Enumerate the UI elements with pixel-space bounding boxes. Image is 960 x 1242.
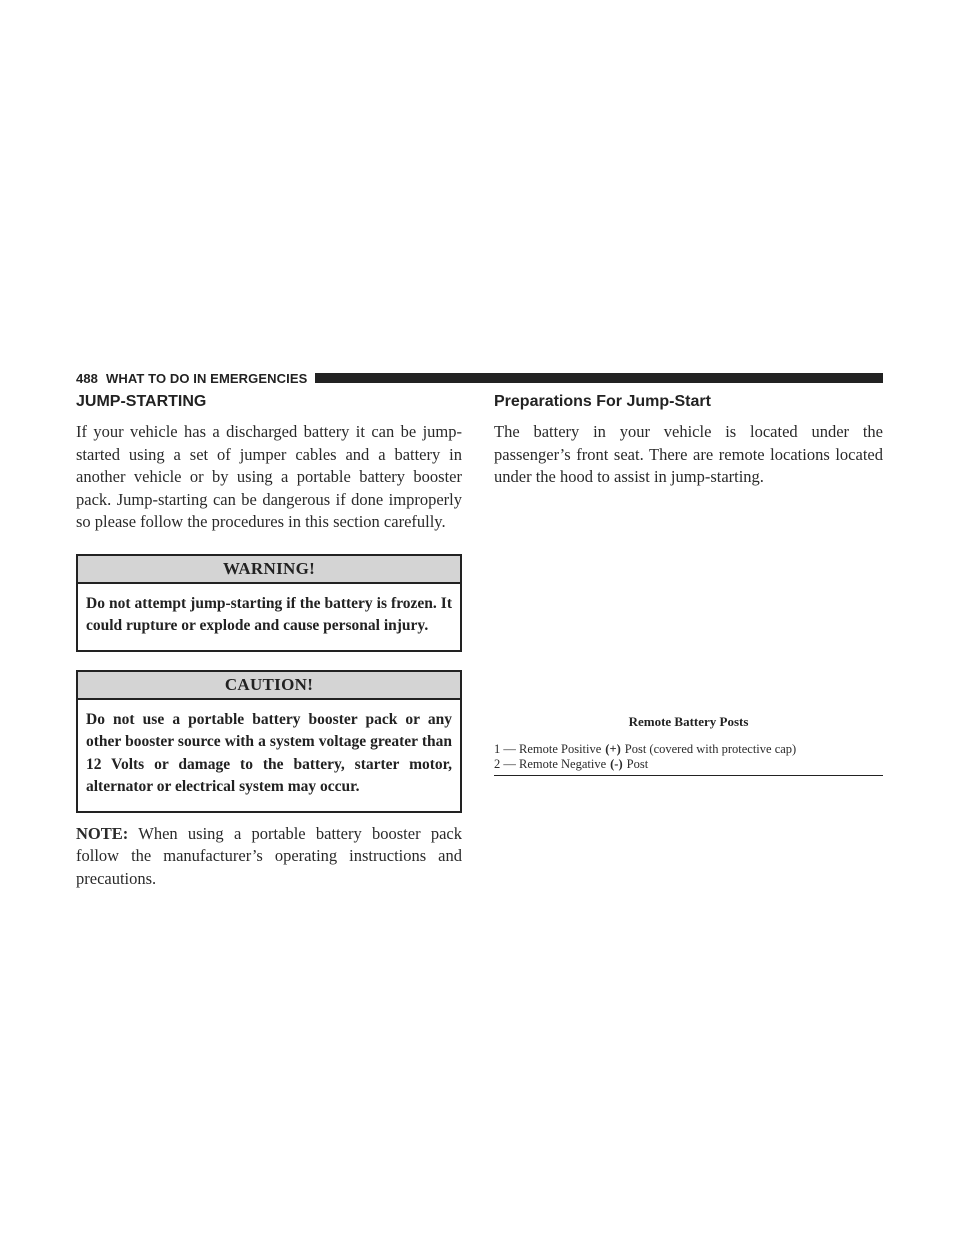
page-header — [76, 370, 883, 386]
jump-starting-intro: If your vehicle has a discharged battery it can be jump-started using a set of jumper cables and a battery in another vehicle or by using a portable battery booster pack. Jump-starting can be dangerous if done improperly so please follow the procedures in this section carefully. — [76, 422, 462, 531]
legend-item-symbol: (+) — [605, 741, 621, 756]
jump-starting-heading: JUMP-STARTING — [76, 393, 207, 410]
legend-item-prefix: 1 — Remote Positive — [494, 741, 602, 756]
preparations-heading: Preparations For Jump-Start — [494, 393, 711, 410]
caution-box — [76, 670, 462, 813]
page-number: 488 — [76, 370, 98, 386]
left-column — [76, 393, 462, 890]
warning-heading: WARNING! — [78, 556, 460, 584]
figure-legend — [494, 742, 883, 776]
figure-image-area — [494, 489, 883, 714]
figure-caption: Remote Battery Posts — [628, 713, 749, 729]
note-label: NOTE: — [76, 823, 129, 843]
legend-item-symbol: (-) — [610, 756, 623, 771]
warning-text: Do not attempt jump-starting if the battery is frozen. It could rupture or explode and cause personal injury. — [86, 594, 452, 634]
warning-box — [76, 554, 462, 652]
legend-rule — [494, 775, 883, 776]
legend-item-prefix: 2 — Remote Negative — [494, 756, 607, 771]
caution-heading: CAUTION! — [78, 672, 460, 700]
caution-text: Do not use a portable battery booster pack or any other booster source with a system voltage greater than 12 Volts or damage to the battery, starter motor, alternator or electrical system may occur. — [86, 710, 452, 795]
note-paragraph — [76, 823, 462, 891]
legend-item-suffix: Post — [626, 756, 649, 771]
header-rule — [315, 373, 883, 383]
section-title: WHAT TO DO IN EMERGENCIES — [106, 370, 308, 386]
preparations-intro: The battery in your vehicle is located under the passenger’s front seat. There are remote locations located under the hood to assist in jump-starting. — [494, 422, 883, 486]
legend-item — [494, 757, 883, 772]
right-column — [494, 393, 883, 776]
note-text: When using a portable battery booster pack follow the manufacturer’s operating instructions and precautions. — [76, 823, 462, 888]
legend-item — [494, 742, 883, 757]
legend-item-suffix: Post (covered with protective cap) — [624, 741, 797, 756]
